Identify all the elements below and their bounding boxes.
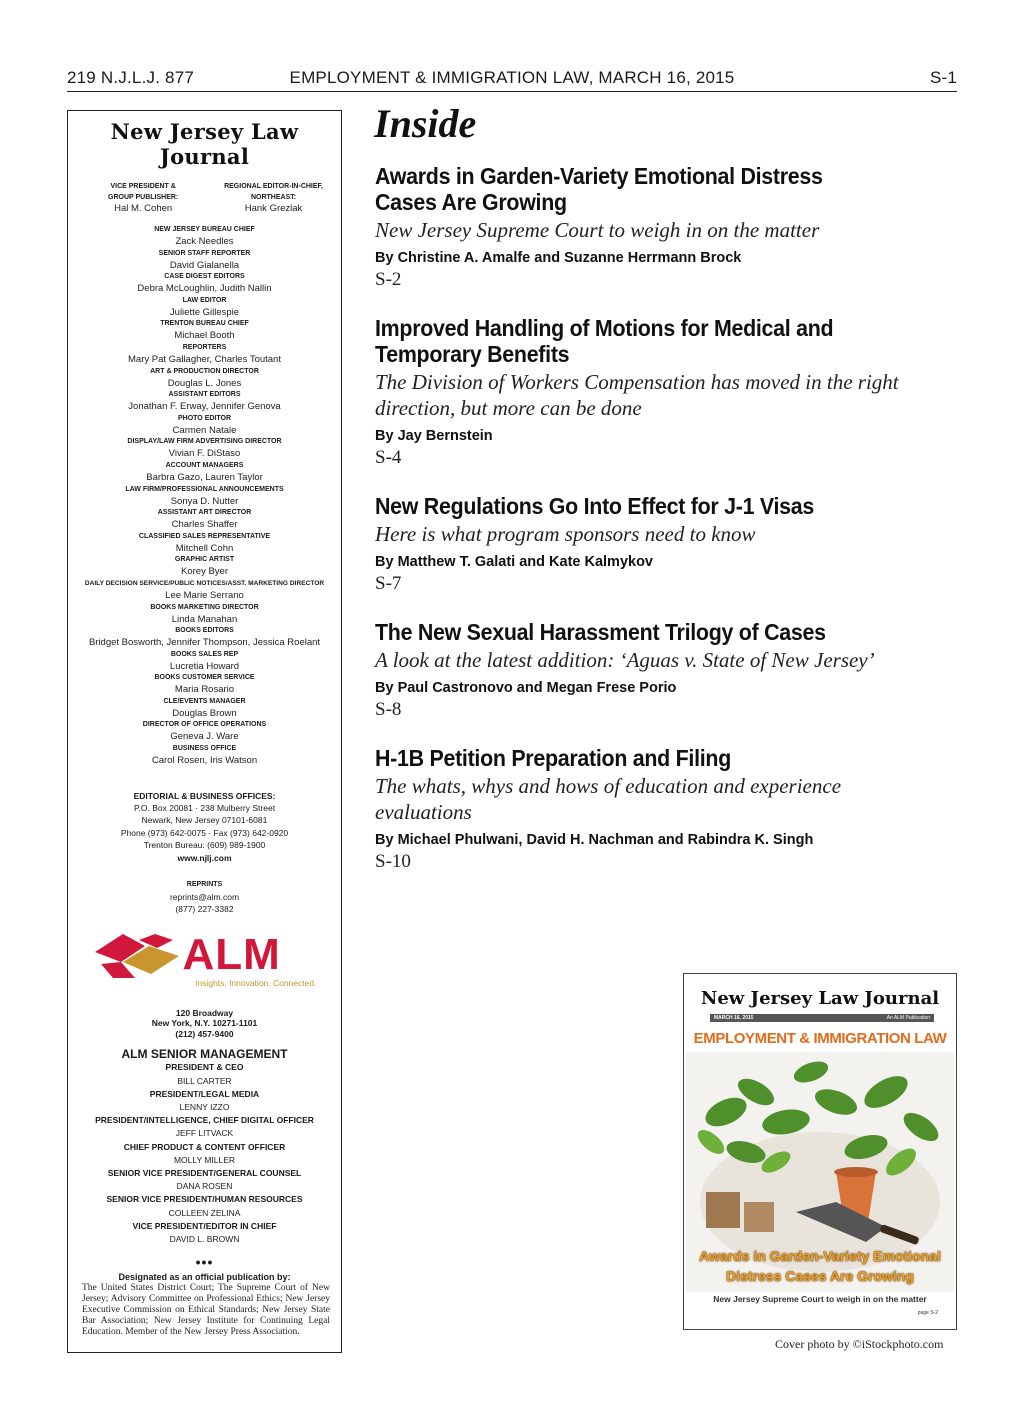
article-headline[interactable]: H-1B Petition Preparation and Filing — [375, 745, 732, 771]
staff-name: Carmen Natale — [172, 424, 237, 436]
staff-role: BOOKS EDITORS — [175, 627, 234, 635]
designated-title: Designated as an official publication by: — [118, 1272, 291, 1283]
publisher-editor-row — [68, 181, 341, 215]
staff-name: Geneva J. Ware — [170, 731, 239, 743]
management-role: PRESIDENT & CEO — [165, 1062, 244, 1073]
alm-mark-icon — [93, 934, 183, 978]
staff-role: GRAPHIC ARTIST — [174, 556, 235, 564]
article-byline: By Paul Castronovo and Megan Frese Porio — [375, 680, 677, 696]
staff-name: David Gialanella — [169, 259, 240, 271]
staff-role: DISPLAY/LAW FIRM ADVERTISING DIRECTOR — [127, 438, 282, 446]
page-number: S-1 — [929, 68, 957, 87]
article-byline: By Matthew T. Galati and Kate Kalmykov — [375, 554, 653, 570]
article-3[interactable] — [375, 493, 955, 595]
management-name: MOLLY MILLER — [173, 1154, 236, 1165]
management-name: DANA ROSEN — [176, 1181, 233, 1192]
separator-dots: ••• — [195, 1254, 214, 1271]
editor-role-l1: REGIONAL EDITOR-IN-CHIEF, — [224, 183, 323, 190]
cover-page-ref: page S-2 — [917, 1310, 938, 1316]
alm-address-2: New York, N.Y. 10271-1101 — [151, 1018, 258, 1029]
section-date: EMPLOYMENT & IMMIGRATION LAW, MARCH 16, 2015 — [289, 68, 735, 87]
reprints-email[interactable]: reprints@alm.com — [169, 891, 240, 902]
editor-name: Hank Grezlak — [244, 203, 303, 214]
staff-role: ART & PRODUCTION DIRECTOR — [150, 367, 259, 375]
article-deck: The Division of Workers Compensation has moved in the right direction, but more can be done — [375, 370, 899, 420]
management-name: DAVID L. BROWN — [169, 1233, 240, 1244]
cover-logo: New Jersey Law Journal — [700, 988, 940, 1009]
staff-name: Maria Rosario — [174, 684, 235, 696]
article-page: S-2 — [375, 269, 402, 290]
management-name: JEFF LITVACK — [175, 1128, 234, 1139]
article-page: S-8 — [375, 699, 402, 720]
staff-name: Bridget Bosworth, Jennifer Thompson, Jessica Roelant — [88, 637, 321, 649]
article-page: S-7 — [375, 573, 402, 594]
publisher-name: Hal M. Cohen — [114, 203, 173, 214]
staff-name: Sonya D. Nutter — [170, 495, 239, 507]
cover-publisher-note: An ALM Publication — [886, 1015, 930, 1021]
reprints-block — [68, 879, 341, 916]
staff-role: SENIOR STAFF REPORTER — [158, 249, 251, 257]
management-role: SENIOR VICE PRESIDENT/HUMAN RESOURCES — [106, 1194, 303, 1205]
article-headline[interactable] — [375, 163, 952, 215]
masthead-box — [67, 110, 342, 1353]
management-list — [68, 1061, 341, 1246]
staff-role: TRENTON BUREAU CHIEF — [160, 320, 249, 328]
offices-trenton: Trenton Bureau: (609) 989-1900 — [143, 840, 266, 851]
staff-name: Juliette Gillespie — [169, 306, 240, 318]
staff-name: Debra McLoughlin, Judith Nallin — [137, 283, 272, 295]
staff-role: DIRECTOR OF OFFICE OPERATIONS — [142, 721, 267, 729]
staff-role: LAW EDITOR — [182, 296, 227, 304]
cover-deck: New Jersey Supreme Court to weigh in on the matter — [713, 1294, 927, 1304]
cover-section-title: EMPLOYMENT & IMMIGRATION LAW — [693, 1030, 947, 1047]
cover-story-line-1: Awards in Garden-Variety Emotional — [699, 1248, 941, 1264]
editorial-offices — [68, 790, 341, 865]
running-header — [67, 66, 957, 92]
article-deck: The whats, whys and hows of education and experience evaluations — [375, 774, 842, 824]
management-role: SENIOR VICE PRESIDENT/GENERAL COUNSEL — [107, 1167, 302, 1178]
cover-story-title — [684, 1246, 956, 1286]
article-byline: By Christine A. Amalfe and Suzanne Herrmann Brock — [375, 250, 742, 266]
njlj-logo: New Jersey Law Journal — [110, 119, 299, 169]
staff-role: NEW JERSEY BUREAU CHIEF — [154, 226, 255, 233]
staff-role: ASSISTANT ART DIRECTOR — [157, 509, 252, 517]
offices-address-1: P.O. Box 20081 · 238 Mulberry Street — [133, 802, 276, 813]
article-headline[interactable] — [375, 315, 952, 367]
staff-role: CASE DIGEST EDITORS — [164, 273, 245, 281]
alm-logo — [93, 929, 317, 992]
staff-name: Jonathan F. Erway, Jennifer Genova — [128, 401, 281, 413]
cover-date-band — [710, 1014, 934, 1022]
staff-role: PHOTO EDITOR — [177, 414, 232, 422]
inside-heading: Inside — [374, 101, 477, 146]
offices-phone: Phone (973) 642-0075 · Fax (973) 642-0920 — [120, 827, 289, 838]
headline-line-2: Cases Are Growing — [375, 189, 567, 215]
headline-line-2: Temporary Benefits — [375, 341, 570, 367]
article-2[interactable] — [375, 315, 955, 469]
publisher-block — [108, 181, 178, 215]
management-name: BILL CARTER — [177, 1075, 232, 1086]
article-byline: By Jay Bernstein — [375, 428, 493, 444]
staff-name: Zack Needles — [175, 236, 234, 247]
staff-role: BOOKS CUSTOMER SERVICE — [154, 674, 255, 682]
staff-name: Lucretia Howard — [169, 660, 240, 672]
cover-photo-credit: Cover photo by ©iStockphoto.com — [775, 1337, 944, 1351]
staff-role: CLE/EVENTS MANAGER — [163, 697, 246, 705]
management-title: ALM SENIOR MANAGEMENT — [121, 1047, 288, 1062]
article-byline: By Michael Phulwani, David H. Nachman and Rabindra K. Singh — [375, 832, 814, 848]
editor-block — [224, 181, 323, 215]
staff-name: Carol Rosen, Iris Watson — [151, 755, 258, 767]
staff-role: ASSISTANT EDITORS — [168, 391, 241, 399]
reprints-title: REPRINTS — [186, 880, 223, 888]
reprints-phone: (877) 227-3382 — [175, 904, 234, 915]
article-headline[interactable]: The New Sexual Harassment Trilogy of Cases — [375, 619, 826, 645]
management-name: COLLEEN ZELINA — [168, 1207, 241, 1218]
article-5[interactable] — [375, 745, 955, 873]
publisher-role-l1: VICE PRESIDENT & — [110, 183, 176, 190]
publisher-role-l2: GROUP PUBLISHER: — [108, 194, 179, 201]
article-4[interactable] — [375, 619, 955, 721]
management-role: CHIEF PRODUCT & CONTENT OFFICER — [123, 1141, 286, 1152]
article-headline[interactable]: New Regulations Go Into Effect for J-1 Visas — [375, 493, 814, 519]
offices-title: EDITORIAL & BUSINESS OFFICES: — [133, 790, 276, 801]
staff-role: BUSINESS OFFICE — [172, 745, 237, 753]
management-role: PRESIDENT/LEGAL MEDIA — [149, 1088, 260, 1099]
headline-line-1: Awards in Garden-Variety Emotional Distress — [375, 163, 823, 189]
staff-name: Linda Manahan — [171, 613, 238, 625]
article-page: S-10 — [375, 851, 411, 872]
staff-name: Korey Byer — [181, 566, 228, 578]
management-name: LENNY IZZO — [179, 1101, 230, 1112]
staff-role: REPORTERS — [182, 343, 227, 351]
staff-name: Douglas Brown — [172, 707, 237, 719]
alm-address-1: 120 Broadway — [175, 1007, 234, 1018]
staff-role: CLASSIFIED SALES REPRESENTATIVE — [138, 532, 271, 540]
alm-address — [68, 1008, 341, 1040]
staff-name: Vivian F. DiStaso — [168, 448, 241, 460]
cover-story-line-2: Distress Cases Are Growing — [726, 1268, 914, 1284]
alm-tagline: Insights. Innovation. Connected. — [195, 977, 317, 988]
article-1[interactable] — [375, 163, 955, 291]
article-deck: A look at the latest addition: ‘Aguas v. State of New Jersey’ — [375, 648, 875, 672]
cover-thumbnail[interactable] — [683, 973, 957, 1330]
website-link[interactable]: www.njlj.com — [177, 853, 232, 864]
staff-role: LAW FIRM/PROFESSIONAL ANNOUNCEMENTS — [125, 485, 284, 493]
staff-name: Mary Pat Gallagher, Charles Toutant — [128, 353, 281, 365]
staff-role: ACCOUNT MANAGERS — [165, 461, 244, 469]
staff-role: DAILY DECISION SERVICE/PUBLIC NOTICES/ASST. MARKETING DIRECTOR — [84, 579, 325, 587]
staff-name: Michael Booth — [174, 330, 235, 342]
alm-wordmark: ALM — [182, 929, 281, 979]
article-deck: Here is what program sponsors need to know — [375, 522, 756, 546]
alm-phone: (212) 457-9400 — [175, 1028, 234, 1039]
management-role: VICE PRESIDENT/EDITOR IN CHIEF — [132, 1220, 277, 1231]
staff-name: Lee Marie Serrano — [165, 589, 244, 601]
senior-management — [68, 1047, 341, 1246]
citation: 219 N.J.L.J. 877 — [67, 68, 194, 87]
staff-name: Douglas L. Jones — [167, 377, 242, 389]
article-page: S-4 — [375, 447, 402, 468]
editor-role-l2: NORTHEAST: — [250, 194, 297, 201]
article-deck: New Jersey Supreme Court to weigh in on the matter — [375, 218, 820, 242]
management-role: PRESIDENT/INTELLIGENCE, CHIEF DIGITAL OFFICER — [95, 1115, 314, 1126]
staff-role: BOOKS SALES REP — [170, 650, 239, 658]
cover-date: MARCH 16, 2015 — [714, 1015, 754, 1021]
headline-line-1: Improved Handling of Motions for Medical and — [375, 315, 834, 341]
staff-role: BOOKS MARKETING DIRECTOR — [150, 603, 259, 611]
staff-name: Barbra Gazo, Lauren Taylor — [146, 471, 263, 483]
staff-name: Mitchell Cohn — [175, 542, 234, 554]
offices-address-2: Newark, New Jersey 07101-6081 — [141, 815, 268, 826]
designated-text: The United States District Court; The Supreme Court of New Jersey; Advisory Committee on Professional Ethics; New Jersey Executive Commission on Ethical Standards; New Jersey State Bar Association; New Jersey Institute for Continuing Legal Education. Member of the New Jersey Press Association. — [82, 1283, 330, 1338]
staff-list — [68, 225, 341, 768]
staff-name: Charles Shaffer — [171, 519, 238, 531]
